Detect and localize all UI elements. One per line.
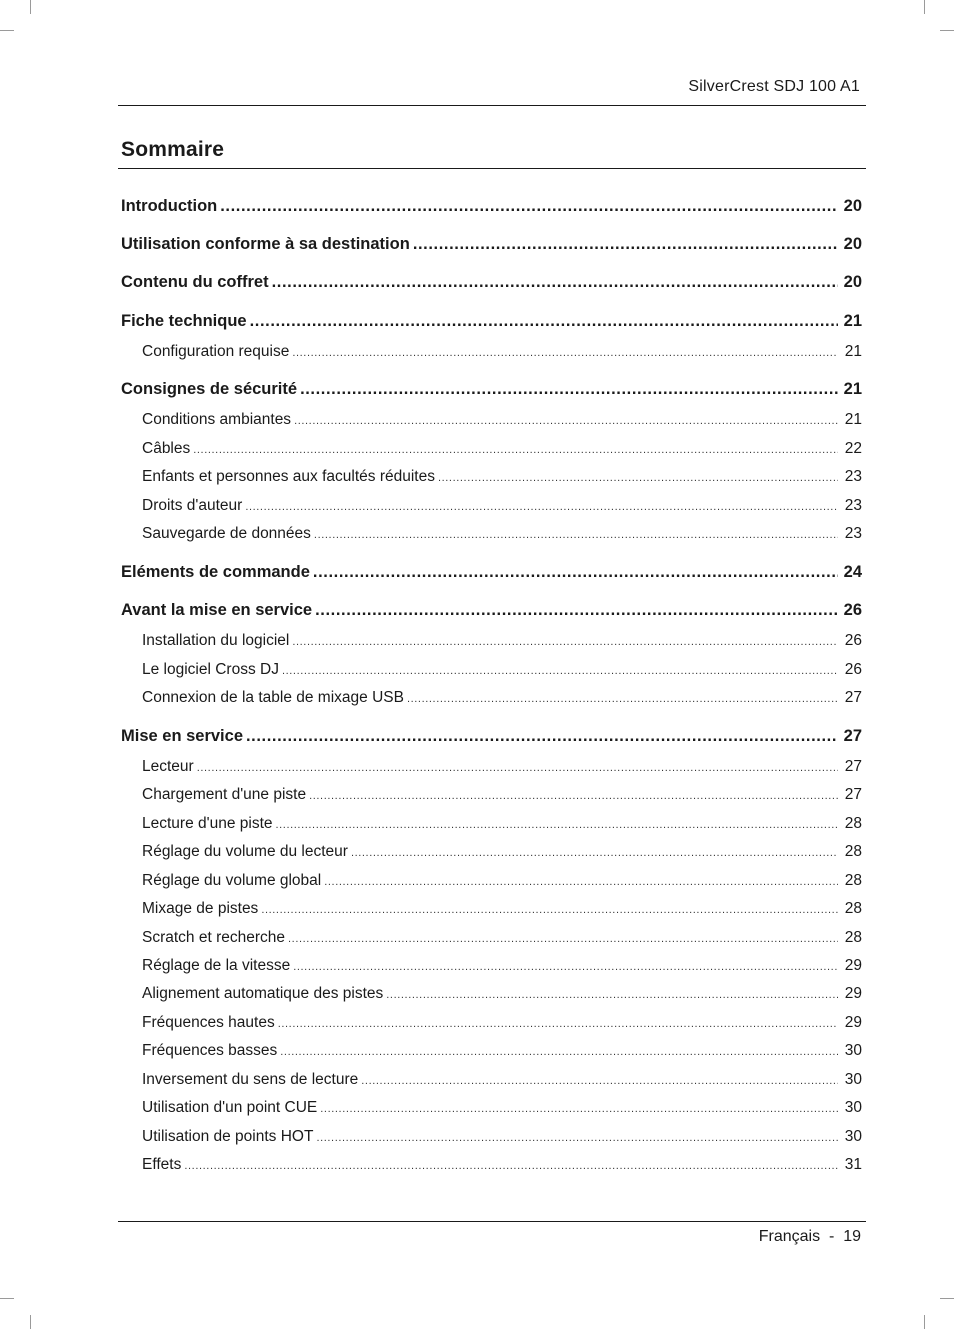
toc-leader-dots bbox=[282, 665, 838, 677]
toc-leader-dots bbox=[293, 961, 838, 973]
toc-page-number: 29 bbox=[844, 985, 862, 1002]
toc-section[interactable] bbox=[121, 727, 862, 746]
toc-label: Introduction bbox=[121, 197, 218, 215]
toc-page-number: 30 bbox=[844, 1042, 862, 1059]
toc-label: Configuration requise bbox=[142, 343, 290, 360]
toc-label: Installation du logiciel bbox=[142, 632, 290, 649]
toc-subsection[interactable] bbox=[121, 1099, 862, 1117]
crop-mark bbox=[0, 30, 14, 31]
toc-label: Alignement automatique des pistes bbox=[142, 985, 384, 1002]
toc-page-number: 27 bbox=[843, 727, 862, 745]
toc-subsection[interactable] bbox=[121, 1042, 862, 1060]
toc-page-number: 20 bbox=[843, 235, 862, 253]
toc-page-number: 26 bbox=[844, 632, 862, 649]
toc-leader-dots bbox=[294, 415, 838, 427]
toc-label: Effets bbox=[142, 1156, 182, 1173]
toc-leader-dots bbox=[288, 933, 838, 945]
toc-label: Lecteur bbox=[142, 758, 194, 775]
crop-mark bbox=[924, 1315, 925, 1329]
toc-subsection[interactable] bbox=[121, 468, 862, 486]
toc-leader-dots bbox=[272, 273, 838, 292]
toc-label: Sauvegarde de données bbox=[142, 525, 311, 542]
toc-label: Scratch et recherche bbox=[142, 929, 286, 946]
toc-label: Réglage du volume global bbox=[142, 872, 322, 889]
toc-page-number: 23 bbox=[844, 497, 862, 514]
toc-subsection[interactable] bbox=[121, 343, 862, 361]
toc-subsection[interactable] bbox=[121, 872, 862, 890]
toc-label: Eléments de commande bbox=[121, 563, 310, 581]
toc-label: Enfants et personnes aux facultés réduites bbox=[142, 468, 435, 485]
footer-rule bbox=[118, 1221, 866, 1222]
toc-section[interactable] bbox=[121, 197, 862, 216]
toc-page-number: 20 bbox=[843, 197, 862, 215]
toc-leader-dots bbox=[220, 197, 838, 216]
toc-leader-dots bbox=[351, 847, 838, 859]
toc-subsection[interactable] bbox=[121, 1128, 862, 1146]
crop-mark bbox=[940, 1298, 954, 1299]
toc-page-number: 28 bbox=[844, 815, 862, 832]
toc-label: Utilisation d'un point CUE bbox=[142, 1099, 318, 1116]
toc-leader-dots bbox=[292, 636, 838, 648]
toc-page-number: 21 bbox=[844, 343, 862, 360]
toc-page-number: 28 bbox=[844, 900, 862, 917]
toc-page-number: 30 bbox=[844, 1099, 862, 1116]
toc-label: Consignes de sécurité bbox=[121, 380, 298, 398]
toc-label: Chargement d'une piste bbox=[142, 786, 307, 803]
toc-label: Câbles bbox=[142, 440, 191, 457]
header-title: SilverCrest SDJ 100 A1 bbox=[688, 78, 860, 95]
toc-subsection[interactable] bbox=[121, 843, 862, 861]
toc-label: Fréquences basses bbox=[142, 1042, 278, 1059]
toc-page-number: 28 bbox=[844, 872, 862, 889]
toc-page-number: 27 bbox=[844, 758, 862, 775]
footer-page-number: Français - 19 bbox=[758, 1228, 861, 1245]
toc-leader-dots bbox=[278, 1018, 838, 1030]
toc-leader-dots bbox=[250, 312, 838, 331]
toc-subsection[interactable] bbox=[121, 900, 862, 918]
toc-leader-dots bbox=[413, 235, 838, 254]
toc-section[interactable] bbox=[121, 601, 862, 620]
toc-leader-dots bbox=[320, 1103, 838, 1115]
toc-label: Conditions ambiantes bbox=[142, 411, 292, 428]
toc-section[interactable] bbox=[121, 380, 862, 399]
toc-leader-dots bbox=[407, 693, 838, 705]
toc-subsection[interactable] bbox=[121, 411, 862, 429]
toc-page-number: 31 bbox=[844, 1156, 862, 1173]
toc-leader-dots bbox=[316, 1132, 838, 1144]
toc-page-number: 30 bbox=[844, 1071, 862, 1088]
toc-section[interactable] bbox=[121, 235, 862, 254]
toc-page-number: 20 bbox=[843, 273, 862, 291]
page-title: Sommaire bbox=[121, 138, 225, 161]
toc-leader-dots bbox=[276, 819, 839, 831]
toc-subsection[interactable] bbox=[121, 1014, 862, 1032]
toc-subsection[interactable] bbox=[121, 957, 862, 975]
toc-subsection[interactable] bbox=[121, 440, 862, 458]
toc-subsection[interactable] bbox=[121, 632, 862, 650]
toc-leader-dots bbox=[280, 1046, 838, 1058]
toc-leader-dots bbox=[184, 1160, 838, 1172]
toc-page-number: 21 bbox=[844, 411, 862, 428]
toc-label: Inversement du sens de lecture bbox=[142, 1071, 359, 1088]
toc-leader-dots bbox=[314, 529, 838, 541]
toc-leader-dots bbox=[245, 501, 838, 513]
toc-page-number: 27 bbox=[844, 786, 862, 803]
crop-mark bbox=[924, 0, 925, 14]
toc-leader-dots bbox=[438, 472, 838, 484]
toc-subsection[interactable] bbox=[121, 525, 862, 543]
toc-subsection[interactable] bbox=[121, 1071, 862, 1089]
toc-label: Contenu du coffret bbox=[121, 273, 269, 291]
toc-subsection[interactable] bbox=[121, 786, 862, 804]
toc-page-number: 26 bbox=[843, 601, 862, 619]
toc-leader-dots bbox=[313, 563, 838, 582]
toc-label: Mise en service bbox=[121, 727, 243, 745]
toc-subsection[interactable] bbox=[121, 929, 862, 947]
toc-page-number: 24 bbox=[843, 563, 862, 581]
toc-label: Mixage de pistes bbox=[142, 900, 259, 917]
crop-mark bbox=[0, 1298, 14, 1299]
toc-label: Avant la mise en service bbox=[121, 601, 313, 619]
toc-leader-dots bbox=[300, 380, 838, 399]
toc-page-number: 22 bbox=[844, 440, 862, 457]
toc-page-number: 23 bbox=[844, 468, 862, 485]
toc-page-number: 29 bbox=[844, 957, 862, 974]
toc-subsection[interactable] bbox=[121, 497, 862, 515]
toc-label: Le logiciel Cross DJ bbox=[142, 661, 279, 678]
toc-subsection[interactable] bbox=[121, 815, 862, 833]
crop-mark bbox=[30, 0, 31, 14]
toc-page-number: 28 bbox=[844, 929, 862, 946]
toc-page-number: 21 bbox=[843, 312, 862, 330]
toc-label: Réglage de la vitesse bbox=[142, 957, 291, 974]
toc-page-number: 28 bbox=[844, 843, 862, 860]
toc-page-number: 26 bbox=[844, 661, 862, 678]
toc-page-number: 29 bbox=[844, 1014, 862, 1031]
toc-leader-dots bbox=[361, 1075, 838, 1087]
toc-subsection[interactable] bbox=[121, 985, 862, 1003]
toc-leader-dots bbox=[292, 347, 838, 359]
toc-section[interactable] bbox=[121, 312, 862, 331]
toc-leader-dots bbox=[261, 904, 838, 916]
toc-section[interactable] bbox=[121, 273, 862, 292]
toc-leader-dots bbox=[386, 989, 838, 1001]
toc-leader-dots bbox=[309, 790, 838, 802]
toc-label: Lecture d'une piste bbox=[142, 815, 273, 832]
toc-subsection[interactable] bbox=[121, 1156, 862, 1174]
header-rule bbox=[118, 105, 866, 106]
toc-page-number: 23 bbox=[844, 525, 862, 542]
toc-leader-dots bbox=[193, 444, 838, 456]
toc-label: Fiche technique bbox=[121, 312, 247, 330]
toc-subsection[interactable] bbox=[121, 689, 862, 707]
toc-page-number: 21 bbox=[843, 380, 862, 398]
crop-mark bbox=[940, 30, 954, 31]
title-rule bbox=[118, 168, 866, 169]
toc-label: Utilisation conforme à sa destination bbox=[121, 235, 410, 253]
toc-subsection[interactable] bbox=[121, 661, 862, 679]
crop-mark bbox=[30, 1315, 31, 1329]
toc-label: Réglage du volume du lecteur bbox=[142, 843, 348, 860]
toc-leader-dots bbox=[197, 762, 838, 774]
toc-page-number: 30 bbox=[844, 1128, 862, 1145]
toc-label: Connexion de la table de mixage USB bbox=[142, 689, 404, 706]
toc-label: Droits d'auteur bbox=[142, 497, 243, 514]
toc-leader-dots bbox=[246, 727, 838, 746]
toc-leader-dots bbox=[315, 601, 838, 620]
toc-leader-dots bbox=[324, 876, 838, 888]
toc-page-number: 27 bbox=[844, 689, 862, 706]
toc-label: Fréquences hautes bbox=[142, 1014, 275, 1031]
toc-section[interactable] bbox=[121, 563, 862, 582]
toc-subsection[interactable] bbox=[121, 758, 862, 776]
toc-label: Utilisation de points HOT bbox=[142, 1128, 314, 1145]
